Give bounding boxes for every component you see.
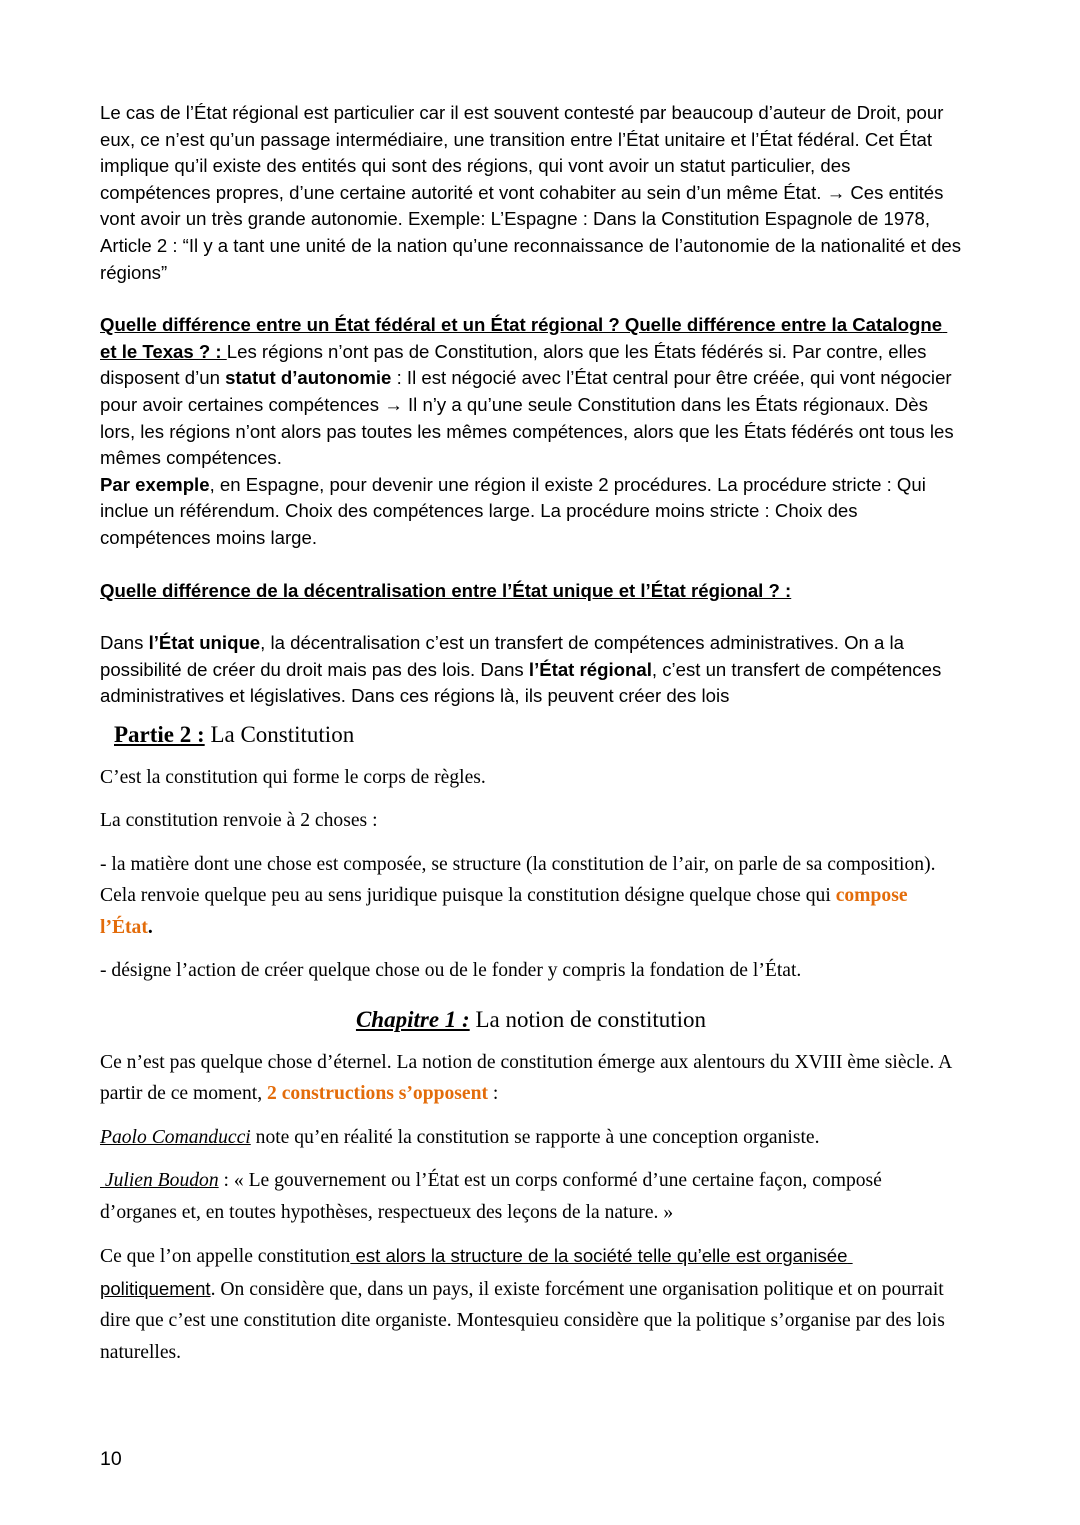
para-par-exemple: [100, 472, 962, 552]
text-segment: - désigne l’action de créer quelque chose ou de le fonder y compris la fondation de l’État.: [100, 960, 802, 982]
heading-partie-2: [100, 720, 962, 750]
text-segment: - la matière dont une chose est composée, se structure (la constitution de l’air, on parle de sa composition). Cela renvoie quelque peu au sens juridique puisque la constitution désigne quelque chose qui: [100, 853, 941, 907]
text-segment: Dans: [100, 632, 149, 654]
text-segment: , en Espagne, pour devenir une région il existe 2 procédures. La procédure stricte : Qui inclue un référendum. Choix des compétences large. La procédure moins stricte : Choix des compétences moins large.: [100, 473, 932, 548]
text-segment: Chapitre 1 :: [355, 1006, 470, 1032]
para-renvoie-2-choses: [100, 805, 962, 837]
para-etat-unique-regional: [100, 630, 962, 710]
text-segment: Quelle différence de la décentralisation entre l’État unique et l’État régional ? :: [100, 579, 792, 601]
text-segment: . On considère que, dans un pays, il existe forcément une organisation politique et on pourrait dire que c’est une constitution dite organiste. Montesquieu considère que la politique s’organise par des lois naturelles.: [100, 1278, 950, 1363]
text-segment: Le cas de l’État régional est particulier car il est souvent contesté par beaucoup d’auteur de Droit, pour eux, ce n’est qu’un passage intermédiaire, une transition entre l’État unitaire et l’État fédéral. Cet État implique qu’il existe des entités qui sont des régions, qui vont avoir un statut particulier, des compétences propres, d’une certaine autorité et vont cohabiter au sein d’un même État. → Ces entités vont avoir un très grande autonomie. Exemple: L’Espagne : Dans la Constitution Espagnole de 1978, Article 2 : “Il y a tant une unité de la nation qu’une reconnaissance de l’autonomie de la nationalité et des régions”: [100, 102, 967, 283]
para-notion-emerge: [100, 1047, 962, 1110]
para-corps-de-regles: [100, 762, 962, 794]
text-segment: l’État régional: [528, 658, 652, 680]
heading-decentralisation: [100, 578, 962, 605]
text-segment: Par exemple: [100, 473, 210, 495]
text-segment: Les régions n’ont pas de Constitution, alors que les États fédérés si. Par contre, elles disposent d’un: [100, 340, 932, 389]
document-content: [100, 100, 967, 1368]
text-segment: : Il est négocié avec l’État central pour être créée, qui vont négocier pour avoir certaines compétences → Il n’y a qu’une seule Constitution dans les États régionaux. Dès lors, les régions n’ont alors pas toutes les mêmes compétences, alors que les États fédérés ont tous les mêmes compétences.: [100, 367, 959, 469]
text-segment: Ce que l’on appelle constitution: [100, 1246, 351, 1268]
para-etat-regional: [100, 100, 967, 286]
text-segment: Paolo Comanducci: [100, 1126, 251, 1148]
para-julien-boudon: [100, 1165, 962, 1228]
para-federal-vs-regional: [100, 312, 962, 472]
page-number: 10: [100, 1448, 122, 1470]
text-segment: .: [147, 916, 153, 938]
text-segment: La Constitution: [204, 721, 355, 747]
text-segment: , c’est un transfert de compétences administratives et législatives. Dans ces régions là, ils peuvent créer des lois: [100, 658, 947, 707]
text-segment: l’État unique: [148, 632, 261, 654]
para-paolo-comanducci: [100, 1122, 962, 1154]
para-matiere-composee: [100, 849, 962, 944]
text-segment: , la décentralisation c’est un transfert de compétences administratives. On a la possibilité de créer du droit mais pas des lois. Dans: [100, 632, 910, 680]
text-segment: 2 constructions s’opposent: [267, 1083, 489, 1105]
text-segment: est alors la structure de la société telle qu’elle est organisée politiquement: [100, 1245, 853, 1299]
text-segment: :: [488, 1083, 499, 1105]
text-segment: Partie 2 :: [114, 721, 205, 747]
text-segment: La constitution renvoie à 2 choses :: [100, 810, 378, 832]
text-segment: Ce n’est pas quelque chose d’éternel. La notion de constitution émerge aux alentours du XVIII ème siècle. A partir de ce moment,: [100, 1051, 957, 1105]
text-segment: compose l’État: [100, 885, 913, 938]
para-structure-societe: [100, 1240, 962, 1368]
text-segment: statut d’autonomie: [225, 367, 392, 389]
text-segment: Julien Boudon: [100, 1170, 219, 1192]
para-designe-action: [100, 955, 962, 987]
text-segment: C’est la constitution qui forme le corps de règles.: [100, 766, 486, 788]
text-segment: note qu’en réalité la constitution se rapporte à une conception organiste.: [250, 1126, 820, 1148]
text-segment: : « Le gouvernement ou l’État est un corps conformé d’une certaine façon, composé d’organes et, en toutes hypothèses, respectueux des leçons de la nature. »: [100, 1170, 887, 1223]
heading-chapitre-1: [100, 1005, 962, 1035]
text-segment: Quelle différence entre un État fédéral et un État régional ? Quelle différence entre la Catalogne et le Texas ? :: [100, 314, 948, 362]
text-segment: La notion de constitution: [469, 1006, 707, 1032]
